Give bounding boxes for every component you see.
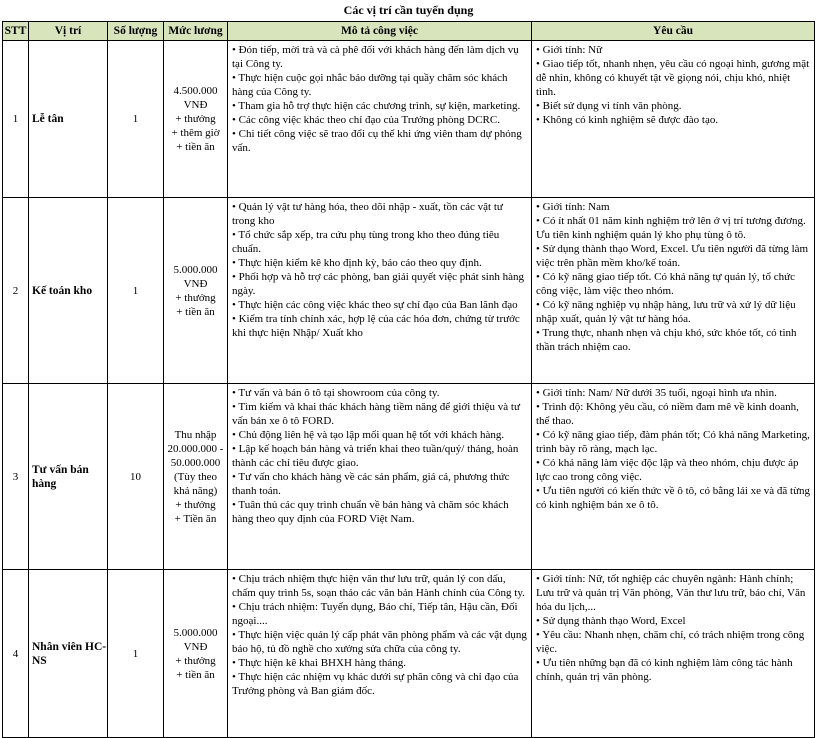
description-item: • Thực hiện kiểm kê kho định kỳ, báo cáo theo quy định. bbox=[232, 257, 482, 269]
salary-line: + Tiền ăn bbox=[174, 512, 217, 525]
salary-line: + thưởng bbox=[175, 113, 216, 125]
row-description bbox=[228, 570, 532, 738]
description-item: • Chịu trách nhiệm thực hiện văn thư lưu trữ, quản lý con dấu, chấm quy trình 5s, soạn thảo các văn bản Hành chính của Công ty. bbox=[232, 573, 525, 599]
requirement-item: • Có ít nhất 01 năm kinh nghiệm trở lên ở vị trí tương đương. Ưu tiên kinh nghiệm quản lý kho phụ tùng ô tô. bbox=[536, 215, 806, 241]
requirement-item: • Giới tính: Nữ, tốt nghiệp các chuyên ngành: Hành chính; Lưu trữ và quản trị Văn phòng, Văn thư lưu trữ, báo chí, Văn hóa du lịch,... bbox=[536, 573, 806, 613]
description-item: • Thực hiện cuộc gọi nhắc bảo dưỡng tại quầy chăm sóc khách hàng của Công ty. bbox=[232, 72, 508, 98]
header-salary: Mức lương bbox=[164, 22, 228, 41]
description-item: • Thực hiện các công việc khác theo sự chỉ đạo của Ban lãnh đạo bbox=[232, 299, 518, 311]
row-description bbox=[228, 198, 532, 384]
row-stt: 1 bbox=[3, 41, 29, 198]
recruitment-table bbox=[2, 21, 815, 738]
description-item: • Chịu trách nhiệm: Tuyển dụng, Báo chí, Tiếp tân, Hậu cần, Đối ngoại.... bbox=[232, 601, 518, 627]
salary-line: (Tùy theo bbox=[173, 470, 218, 483]
requirement-item: • Ưu tiên những bạn đã có kinh nghiệm làm công tác hành chính, quản trị văn phòng. bbox=[536, 657, 793, 683]
salary-line: 20.000.000 - bbox=[167, 442, 224, 455]
salary-line: + thưởng bbox=[175, 654, 216, 667]
requirement-item: • Ưu tiên người có kiến thức về ô tô, có bằng lái xe và đã từng có kinh nghiệm bán xe ô tô. bbox=[536, 485, 811, 511]
description-item: • Tổ chức sắp xếp, tra cứu phụ tùng trong kho theo đúng tiêu chuẩn. bbox=[232, 229, 500, 255]
row-quantity: 1 bbox=[108, 570, 164, 738]
description-item: • Các công việc khác theo chỉ đạo của Trưởng phòng DCRC. bbox=[232, 114, 500, 126]
table-row bbox=[3, 384, 815, 570]
row-salary bbox=[164, 198, 228, 384]
salary-line: khả năng) bbox=[173, 484, 218, 497]
description-item: • Phối hợp và hỗ trợ các phòng, ban giải quyết việc phát sinh hàng ngày. bbox=[232, 271, 524, 297]
description-item: • Thực hiện kê khai BHXH hàng tháng. bbox=[232, 657, 406, 669]
header-position: Vị trí bbox=[29, 22, 108, 41]
requirement-item: • Trình độ: Không yêu cầu, có niềm đam mê về kinh doanh, thể thao. bbox=[536, 401, 799, 427]
description-item: • Quản lý vật tư hàng hóa, theo dõi nhập - xuất, tồn các vật tư trong kho bbox=[232, 201, 503, 227]
description-item: • Tham gia hỗ trợ thực hiện các chương trình, sự kiện, marketing. bbox=[232, 100, 521, 112]
requirement-item: • Có khả năng làm việc độc lập và theo nhóm, chịu được áp lực cao trong công việc. bbox=[536, 457, 799, 483]
table-row bbox=[3, 198, 815, 384]
requirement-item: • Giới tính: Nam/ Nữ dưới 35 tuổi, ngoại hình ưa nhìn. bbox=[536, 387, 777, 399]
salary-line: 5.000.000 bbox=[173, 626, 218, 639]
description-item: • Chi tiết công việc sẽ trao đổi cụ thể khi ứng viên tham dự phỏng vấn. bbox=[232, 128, 522, 154]
requirement-item: • Sử dụng thành thạo Word, Excel. Ưu tiên người đã từng làm việc trên phần mềm kho/kế toán. bbox=[536, 243, 809, 269]
table-header-row bbox=[3, 22, 815, 41]
description-item: • Đón tiếp, mời trà và cà phê đối với khách hàng đến làm dịch vụ tại Công ty. bbox=[232, 44, 519, 70]
requirement-item: • Có kỹ năng giao tiếp, đàm phán tốt; Có khả năng Marketing, trình bày rõ ràng, mạch lạc. bbox=[536, 429, 810, 455]
description-item: • Tìm kiếm và khai thác khách hàng tiềm năng để giới thiệu và tư vấn bán xe ô tô FORD. bbox=[232, 401, 520, 427]
row-stt: 4 bbox=[3, 570, 29, 738]
description-item: • Tuân thủ các quy trình chuẩn về bán hàng và chăm sóc khách hàng theo quy định của FORD Việt Nam. bbox=[232, 499, 509, 525]
row-stt: 3 bbox=[3, 384, 29, 570]
row-position: Kế toán kho bbox=[29, 198, 108, 384]
salary-line: + tiền ăn bbox=[176, 141, 215, 153]
row-requirements bbox=[532, 41, 815, 198]
salary-line: + tiền ăn bbox=[176, 305, 215, 318]
description-item: • Thực hiện việc quản lý cấp phát văn phòng phẩm và các vật dụng bảo hộ, tủ đồ nghề cho xưởng sửa chữa của công ty. bbox=[232, 629, 527, 655]
table-row bbox=[3, 41, 815, 198]
salary-line: + thưởng bbox=[175, 498, 216, 511]
row-salary bbox=[164, 570, 228, 738]
requirement-item: • Giới tính: Nam bbox=[536, 201, 610, 213]
row-description bbox=[228, 384, 532, 570]
header-quantity: Số lượng bbox=[108, 22, 164, 41]
salary-line: 5.000.000 bbox=[173, 263, 218, 276]
row-position: Nhân viên HC- NS bbox=[29, 570, 108, 738]
header-requirements: Yêu cầu bbox=[532, 22, 815, 41]
requirement-item: • Có kỹ năng giao tiếp tốt. Có khả năng tự quản lý, tổ chức công việc, làm việc theo nhóm. bbox=[536, 271, 795, 297]
row-requirements bbox=[532, 384, 815, 570]
page-title: Các vị trí cần tuyển dụng bbox=[343, 3, 474, 17]
salary-line: 50.000.000 bbox=[170, 456, 221, 469]
row-quantity: 10 bbox=[108, 384, 164, 570]
requirement-item: • Biết sử dụng vi tính văn phòng. bbox=[536, 100, 682, 112]
header-stt: STT bbox=[3, 22, 29, 41]
header-description: Mô tả công việc bbox=[228, 22, 532, 41]
requirement-item: • Trung thực, nhanh nhẹn và chịu khó, sức khỏe tốt, có tinh thần trách nhiệm cao. bbox=[536, 327, 797, 353]
requirement-item: • Sử dụng thành thạo Word, Excel bbox=[536, 615, 686, 627]
row-requirements bbox=[532, 198, 815, 384]
row-quantity: 1 bbox=[108, 198, 164, 384]
requirement-item: • Giao tiếp tốt, nhanh nhẹn, yêu cầu có ngoại hình, gương mặt dễ nhìn, không có khuyết tật về giọng nói, chịu khó, nhiệt tình. bbox=[536, 58, 810, 98]
row-quantity: 1 bbox=[108, 41, 164, 198]
description-item: • Lập kế hoạch bán hàng và triển khai theo tuần/quý/ tháng, hoàn thành các chỉ tiêu được giao. bbox=[232, 443, 519, 469]
table-row bbox=[3, 570, 815, 738]
salary-line: VNĐ bbox=[183, 99, 208, 111]
salary-line: Thu nhập bbox=[174, 428, 217, 441]
salary-line: + thêm giờ bbox=[171, 127, 220, 139]
salary-line: VNĐ bbox=[183, 277, 208, 290]
salary-line: + thưởng bbox=[175, 291, 216, 304]
description-item: • Kiểm tra tính chính xác, hợp lệ của các hóa đơn, chứng từ trước khi thực hiện Nhập/ Xuất kho bbox=[232, 313, 520, 339]
salary-line: + tiền ăn bbox=[176, 668, 215, 681]
row-stt: 2 bbox=[3, 198, 29, 384]
salary-line: 4.500.000 bbox=[173, 85, 218, 97]
row-salary bbox=[164, 41, 228, 198]
description-item: • Thực hiện các nhiệm vụ khác dưới sự phân công và chỉ đạo của Trưởng phòng và Ban giám đốc. bbox=[232, 671, 519, 697]
row-position: Tư vấn bán hàng bbox=[29, 384, 108, 570]
requirement-item: • Có kỹ năng nghiệp vụ nhập hàng, lưu trữ và xử lý dữ liệu nhập xuất, quản lý vật tư hàng hóa. bbox=[536, 299, 796, 325]
requirement-item: • Giới tính: Nữ bbox=[536, 44, 603, 56]
requirement-item: • Yêu cầu: Nhanh nhẹn, chăm chỉ, có trách nhiệm trong công việc. bbox=[536, 629, 805, 655]
row-position: Lễ tân bbox=[29, 41, 108, 198]
requirement-item: • Không có kinh nghiệm sẽ được đào tạo. bbox=[536, 114, 719, 126]
description-item: • Chủ động liên hệ và tạo lập mối quan hệ tốt với khách hàng. bbox=[232, 429, 505, 441]
row-description bbox=[228, 41, 532, 198]
description-item: • Tư vấn và bán ô tô tại showroom của công ty. bbox=[232, 387, 440, 399]
row-salary bbox=[164, 384, 228, 570]
salary-line: VNĐ bbox=[183, 640, 208, 653]
description-item: • Tư vấn cho khách hàng về các sản phẩm, giá cả, phương thức thanh toán. bbox=[232, 471, 510, 497]
row-requirements bbox=[532, 570, 815, 738]
